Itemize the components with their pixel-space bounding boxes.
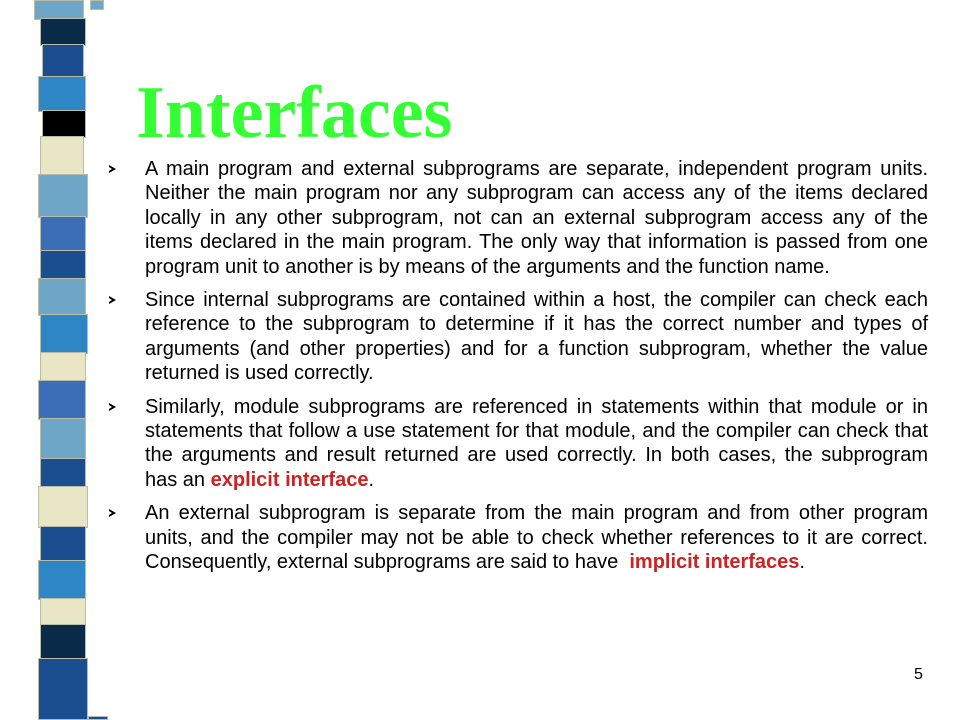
emphasis-text: explicit interface xyxy=(210,468,369,491)
stripe-block xyxy=(90,0,104,10)
bullet-text-end: . xyxy=(799,551,805,574)
stripe-block xyxy=(42,110,86,138)
stripe-block xyxy=(38,174,88,218)
stripe-block xyxy=(38,380,86,420)
bullet-text: An external subprogram is separate from the main program and from other program units, and the compiler may not be able to check whether references to it are correct. Consequently, external subprograms are said to have xyxy=(145,502,934,574)
page-number: 5 xyxy=(914,666,923,683)
bullet-item xyxy=(108,395,928,493)
stripe-block xyxy=(42,44,84,78)
stripe-block xyxy=(40,598,86,626)
stripe-block xyxy=(40,250,86,280)
arrow-bullet-icon xyxy=(109,165,116,173)
bullet-text-end: . xyxy=(368,468,375,491)
stripe-block xyxy=(38,486,88,528)
stripe-block xyxy=(38,560,86,600)
stripe-block xyxy=(40,624,86,660)
stripe-block xyxy=(38,76,86,112)
stripe-block xyxy=(40,314,88,354)
bullet-text: Similarly, module subprograms are referenced in statements within that module or in statements that follow a use statement for that module, and the compiler can check that the arguments and result returned are used correctly. In both cases, the subprogram has an xyxy=(145,395,928,491)
stripe-block xyxy=(40,18,86,46)
slide-title: Interfaces xyxy=(136,72,453,154)
emphasis-text: implicit interfaces xyxy=(629,551,800,574)
stripe-block xyxy=(40,418,86,460)
stripe-block xyxy=(40,458,86,488)
stripe-block xyxy=(40,352,86,382)
stripe-block xyxy=(40,526,86,562)
decorative-stripe xyxy=(0,0,110,720)
arrow-bullet-icon xyxy=(109,403,116,411)
stripe-block xyxy=(40,136,84,176)
stripe-block xyxy=(38,658,88,720)
stripe-block xyxy=(38,278,86,316)
arrow-bullet-icon xyxy=(109,296,116,304)
bullet-list xyxy=(108,157,934,584)
bullet-text: Since internal subprograms are contained within a host, the compiler can check each reference to the subprogram to determine if it has the correct number and types of arguments (and other properties) and for a function subprogram, whether the value returned is used correctly. xyxy=(145,289,928,385)
arrow-bullet-icon xyxy=(109,509,116,517)
stripe-block xyxy=(88,716,108,720)
bullet-text: A main program and external subprograms are separate, independent program units. Neither the main program nor any subprogram can access any of the items declared locally in any other subprogram, not can an external subprogram access any of the items declared in the main program. The only way that information is passed from one program unit to another is by means of the arguments and the function name. xyxy=(145,158,928,278)
bullet-item xyxy=(108,501,934,574)
bullet-item xyxy=(108,157,928,279)
bullet-item xyxy=(108,288,928,386)
stripe-block xyxy=(34,0,84,20)
stripe-block xyxy=(40,216,86,252)
